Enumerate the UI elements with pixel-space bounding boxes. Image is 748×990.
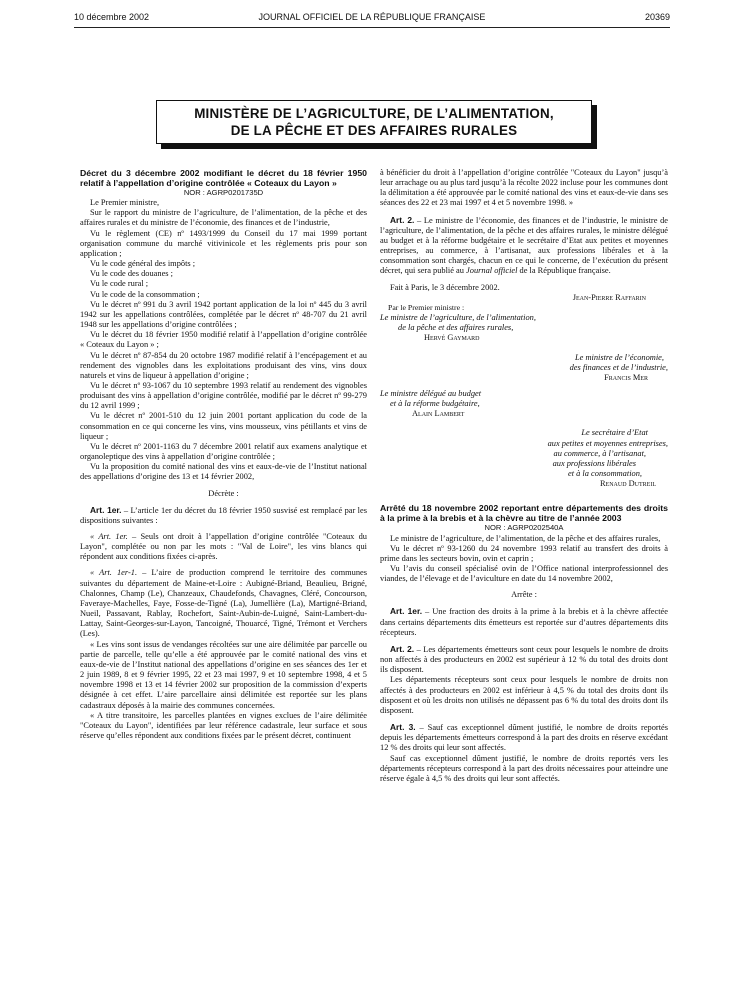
ministry-line-2: DE LA PÊCHE ET DES AFFAIRES RURALES [230,123,518,138]
page-header [74,12,670,26]
article-text: – Les départements émetteurs sont ceux pour lesquels le nombre de droits non affectés à des producteurs en 2002 est supérieur à 12 % du total des droits dont ils disposent. [380,644,668,675]
article-label: « Art. 1er. [90,532,128,541]
decree-para: Le Premier ministre, [90,198,160,208]
signature-role: de la pêche et des affaires rurales, [398,323,514,333]
journal-officiel-ref: Journal officiel [466,266,518,276]
signature-role: aux petites et moyennes entreprises, [547,438,668,448]
signature-role: Le ministre délégué au budget [380,388,482,398]
signature-role: Le ministre de l’économie, [574,352,664,362]
signatory-name: Renaud Dutreil [599,479,656,489]
decree-para: Vu la proposition du comité national des vins et eaux-de-vie de l’Institut national des appellations d’origine des 13 et 14 février 2002, [80,462,367,482]
article-label: Art. 1er. [390,606,423,617]
signature-role: au commerce, à l’artisanat, [553,448,646,458]
header-date: 10 décembre 2002 [74,12,150,22]
decree-para: Vu le décret du 18 février 1950 modifié relatif à l’appellation d’origine contrôlée « Coteaux du Layon » ; [80,330,367,350]
decree-para: « Les vins sont issus de vendanges récoltées sur une aire délimitée par parcelle ou partie de parcelle, telle qu’elle a été approuvée par le comité national des vins et eaux-de-vie de l’Institut national des appellations d’origine en ses séances des 1er et 2 juin 1989, 8 et 9 février 1995, 22 et 23 mai 1997, 9 et 10 septembre 1998, 4 et 5 novembre 1998 et 13 et 14 février 2002 sur proposition de la commission d’experts désignée à cet effet. L’aire parcellaire ainsi délimitée est reportée sur les plans cadastraux déposés à la mairie des communes concernées. [80,639,367,710]
arrete-para: Vu l’avis du conseil spécialisé ovin de l’Office national interprofessionnel des viandes, de l’élevage et de l’aviculture en date du 14 novembre 2002, [380,564,668,584]
article-label: Art. 2. [390,214,415,225]
arrete-article-1 [380,606,668,637]
signatory-name: Hervé Gaymard [424,333,480,343]
signature-role: Le secrétaire d’Etat [581,428,648,438]
article-text-end: de la République française. [517,266,611,276]
decree-para: à bénéficier du droit à l’appellation d’origine contrôlée "Coteaux du Layon" jusqu’à leur arrachage ou au plus tard jusqu’à la récolte 2022 incluse pour les communes dont la délimitation a été approuvée par le comité national des vins et eaux-de-vie dans ses séances des 22 et 23 mai 1997 et 4 et 5 novembre 1998. » [380,168,668,208]
arrete-article-2 [380,644,668,675]
signature-role: Le ministre de l’agriculture, de l’alimentation, [380,313,536,323]
decree-para: Vu le règlement (CE) nº 1493/1999 du Conseil du 17 mai 1999 portant organisation commune du marché vitivinicole et les règlements pris pour son application ; [80,228,367,258]
article-text: – Le ministre de l’économie, des finances et de l’industrie, le ministre de l’agriculture, de l’alimentation, de la pêche et des affaires rurales, le ministre délégué au budget et à la réforme budgétaire et le secrétaire d’Etat aux petites et moyennes entreprises, au commerce, à l’artisanat, aux professions libérales et à la consommation sont chargés, chacun en ce qui le concerne, de l’exécution du présent décret, qui sera publié au [380,215,668,276]
journal-title: JOURNAL OFFICIEL DE LA RÉPUBLIQUE FRANÇAISE [258,12,486,22]
decree-title: Décret du 3 décembre 2002 modifiant le décret du 18 février 1950 relatif à l’appellation d’origine contrôlée « Coteaux du Layon » [80,168,367,188]
left-column [80,168,367,741]
header-rule [74,27,670,28]
decrete-heading: Décrète : [208,488,239,498]
decree-para: Vu le décret nº 991 du 3 avril 1942 portant application de la loi nº 445 du 3 avril 1942 sur les appellations contrôlées, complétée par le décret nº 48-707 du 21 avril 1948 sur les appellations d’origine contrôlées ; [80,299,367,330]
article-1 [80,505,367,526]
article-label: Art. 2. [390,643,415,654]
arrete-para: Vu le décret nº 93-1260 du 24 novembre 1993 relatif au transfert des droits à prime dans les secteurs bovin, ovin et caprin ; [380,543,668,563]
signature-role: et à la consommation, [568,469,642,479]
signature-role: et à la réforme budgétaire, [390,399,480,409]
signatory-name: Alain Lambert [412,409,465,419]
article-label: « Art. 1er-1. [90,568,138,578]
decree-para: Vu le décret nº 93-1067 du 10 septembre 1993 relatif au rendement des vignobles produisant des vins à appellation d’origine contrôlée, modifié par le décret nº 99-279 du 12 avril 1999 ; [80,380,367,411]
arrete-para: Les départements récepteurs sont ceux pour lesquels le nombre de droits non affectés à des producteurs en 2002 est inférieur à 4,5 % du total des droits dont ils disposent et où les droits non utilisés ne dépassent pas 6 % du total des droits dont ils disposent. [380,675,668,715]
decree-para: Vu le décret nº 2001-1163 du 7 décembre 2001 relatif aux examens analytique et organoleptique des vins à appellation d’origine contrôlée ; [80,441,367,462]
quoted-article-1-1 [80,568,367,639]
arrete-para: Le ministre de l’agriculture, de l’alimentation, de la pêche et des affaires rurales, [390,533,661,543]
right-column [380,168,668,784]
decree-nor: NOR : AGRP0201735D [183,188,264,197]
arrete-title: Arrêté du 18 novembre 2002 reportant entre départements des droits à la prime à la brebis et à la chèvre au titre de l’année 2003 [380,503,668,524]
decree-para: Vu le code général des impôts ; [90,259,196,269]
decree-para: « A titre transitoire, les parcelles plantées en vignes exclues de l’aire délimitée "Coteaux du Layon", identifiées par leur référence cadastrale, leur surface et sous réserve qu’elles répondent aux conditions fixées par le présent décret, continuent [80,710,367,740]
arrete-nor: NOR : AGRP0202540A [484,523,564,533]
ministry-line-1: MINISTÈRE DE L’AGRICULTURE, DE L’ALIMENTATION, [194,106,554,121]
decree-para: Sur le rapport du ministre de l’agriculture, de l’alimentation, de la pêche et des affaires rurales et du ministre de l’économie, des finances et de l’industrie, [80,208,367,228]
decree-para: Vu le décret nº 87-854 du 20 octobre 1987 modifié relatif à l’encépagement et au rendement des vignobles dans les exploitations produisant des vins, vins doux naturels et vins de liqueur à appellation d’origine ; [80,350,367,380]
par-premier-ministre: Par le Premier ministre : [388,302,465,312]
article-text: – L’article 1er du décret du 18 février 1950 susvisé est remplacé par les dispositions suivantes : [80,505,367,525]
ministry-box [156,100,592,144]
decree-para: Vu le décret nº 2001-510 du 12 juin 2001 portant application du code de la consommation en ce qui concerne les vins, vins mousseux, vins pétillants et vins de liqueur ; [80,411,367,441]
article-text: – Une fraction des droits à la prime à la brebis et à la chèvre affectée dans certains départements dits émetteurs est reportée sur d’autres départements dits récepteurs. [380,607,668,637]
article-label: Art. 1er. [90,504,122,515]
quoted-article-1 [80,532,367,562]
article-text: – Sauf cas exceptionnel dûment justifié, le nombre de droits reportés depuis les départements émetteurs correspond à la part des droits en réserve excédant 12 % des droits qui leur sont affectés. [380,723,668,753]
decree-para: Vu le code rural ; [90,279,149,289]
article-text: – Seuls ont droit à l’appellation d’origine contrôlée "Coteaux du Layon", complétée ou non par les mots : "Val de Loire", les vins blancs qui répondent aux conditions fixées ci-après. [80,532,367,562]
article-2 [380,215,668,277]
article-label: Art. 3. [390,722,416,733]
arrete-article-3 [380,722,668,753]
signature-role: des finances et de l’industrie, [569,362,668,372]
signatory-name: Francis Mer [604,372,648,382]
decree-para: Vu le code des douanes ; [90,269,173,279]
signature-role: aux professions libérales [552,458,636,468]
signatory-pm: Jean-Pierre Raffarin [572,292,646,302]
decree-para: Vu le code de la consommation ; [90,289,200,299]
article-text: – L’aire de production comprend le territoire des communes suivantes du département de Maine-et-Loire : Aubigné-Briand, Beaulieu, Brigné, Chalonnes, Champ (Le), Chanzeaux, Chaudefonds, Chavagnes, Cléré, Concourson, Faveraye-Machelles, Faye, Fosse-de-Tigné (La), Jumellière (La), Martigné-Briand, Nueil, Passavant, Rablay, Rochefort, Saint-Aubin-de-Luigné, Saint-Lambert-du-Lattay, Saint-Georges-sur-Layon, Tancoigné, Thouarcé, Tigné, Trémont et Verchers (Les). [80,568,367,639]
arrete-heading: Arrête : [511,590,537,600]
arrete-para: Sauf cas exceptionnel dûment justifié, le nombre de droits reportés vers les départements récepteurs correspond à la part des droits nécessaires pour atteindre une réserve égale à 4,5 % des droits qui leur sont affectés. [380,753,668,783]
page-number: 20369 [644,12,670,22]
fait-a-paris: Fait à Paris, le 3 décembre 2002. [390,282,500,292]
